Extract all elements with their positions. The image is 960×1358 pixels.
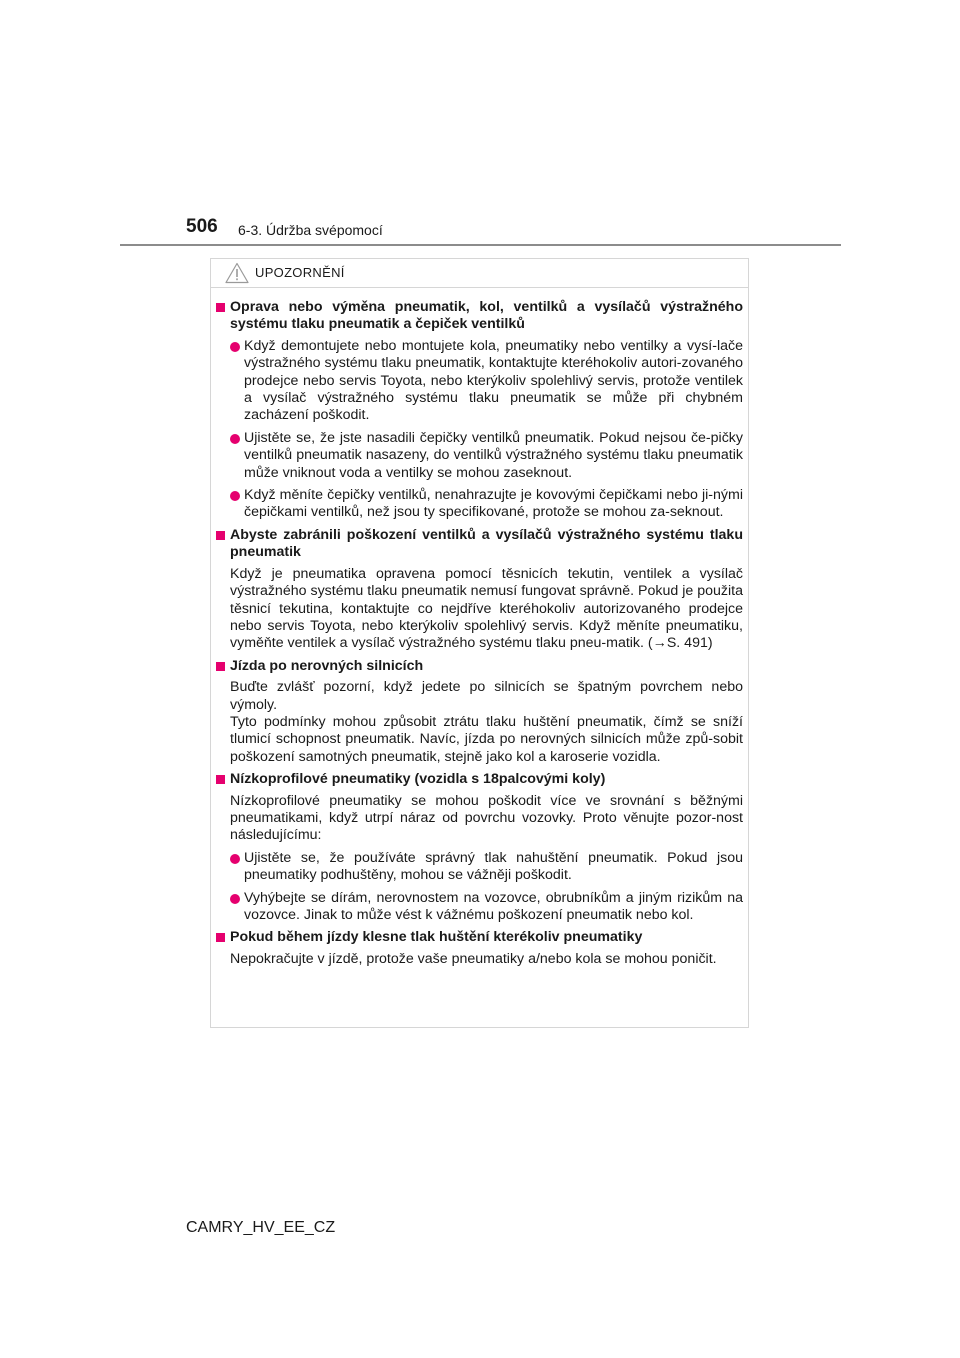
- footer-code: CAMRY_HV_EE_CZ: [186, 1219, 336, 1236]
- list-item-text: Ujistěte se, že používáte správný tlak nahuštění pneumatik. Pokud jsou pneumatiky podhuštěny, mohou se vážněji poškodit.: [244, 849, 743, 884]
- square-bullet-icon: [216, 933, 225, 942]
- heading-text: Jízda po nerovných silnicích: [230, 657, 424, 674]
- warning-triangle-icon: [225, 262, 249, 284]
- header-rule: [120, 244, 841, 246]
- warning-content: [215, 299, 743, 968]
- list-item: [215, 890, 743, 925]
- list-item: [215, 850, 743, 885]
- circle-bullet-icon: [230, 854, 240, 864]
- list-item-text: Vyhýbejte se dírám, nerovnostem na vozovce, obrubníkům a jiným rizikům na vozovce. Jinak to může vést k vážnému poškození pneumatik nebo kol.: [244, 889, 743, 923]
- circle-bullet-icon: [230, 894, 240, 904]
- list-item-text: Když demontujete nebo montujete kola, pneumatiky nebo ventilky a vysí-lače výstražného systému tlaku pneumatik, kontaktujte kteréhokoliv autori-zovaného prodejce nebo servis Toyota, nebo kterýkoliv spolehlivý servis, protože ventilek a vysílač výstražného systému tlaku pneumatik se může při chybném zacházení poškodit.: [244, 337, 743, 424]
- section-heading: [215, 658, 743, 675]
- warning-box: [210, 258, 749, 1028]
- square-bullet-icon: [216, 303, 225, 312]
- heading-text: Abyste zabránili poškození ventilků a vysílačů výstražného systému tlaku pneumatik: [230, 526, 743, 561]
- page-number: 506: [186, 216, 218, 237]
- section-heading: [215, 527, 743, 562]
- list-item: [215, 338, 743, 425]
- heading-text: Nízkoprofilové pneumatiky (vozidla s 18palcovými koly): [230, 771, 606, 788]
- section-title: 6-3. Údržba svépomocí: [238, 222, 383, 238]
- section-heading: [215, 771, 743, 788]
- warning-header: [211, 259, 748, 288]
- square-bullet-icon: [216, 531, 225, 540]
- square-bullet-icon: [216, 775, 225, 784]
- list-item: [215, 487, 743, 522]
- warning-title: UPOZORNĚNÍ: [255, 265, 345, 280]
- square-bullet-icon: [216, 662, 225, 671]
- paragraph: Buďte zvlášť pozorní, když jedete po silnicích se špatným povrchem nebo výmoly.: [230, 679, 743, 713]
- paragraph: Nepokračujte v jízdě, protože vaše pneumatiky a/nebo kola se mohou poničit.: [230, 950, 717, 967]
- circle-bullet-icon: [230, 434, 240, 444]
- list-item: [215, 430, 743, 482]
- circle-bullet-icon: [230, 491, 240, 501]
- section-heading: [215, 929, 743, 946]
- paragraph: Tyto podmínky mohou způsobit ztrátu tlaku huštění pneumatik, čímž se sníží tlumicí schopnost pneumatik. Navíc, jízda po nerovných silnicích může způ-sobit poškození samotných pneumatik, stejně jako kol a karoserie vozidla.: [230, 713, 743, 765]
- circle-bullet-icon: [230, 342, 240, 352]
- list-item-text: Když měníte čepičky ventilků, nenahrazujte je kovovými čepičkami nebo ji-nými čepičkami ventilků, než jsou ty specifikované, protože se mohou za-seknout.: [244, 487, 743, 521]
- heading-text: Oprava nebo výměna pneumatik, kol, ventilků a vysílačů výstražného systému tlaku pneumatik a čepiček ventilků: [230, 299, 743, 333]
- heading-text: Pokud během jízdy klesne tlak huštění kterékoliv pneumatiky: [230, 929, 643, 946]
- section-heading: [215, 299, 743, 334]
- list-item-text: Ujistěte se, že jste nasadili čepičky ventilků pneumatik. Pokud nejsou če-pičky ventilků pneumatik nasazeny, do ventilků výstražného systému tlaku pneumatik může vniknout voda a ventilky se mohou zaseknout.: [244, 429, 743, 481]
- paragraph: Když je pneumatika opravena pomocí těsnicích tekutin, ventilek a vysílač výstražného systému tlaku pneumatik nemusí fungovat správně. Pokud je použita těsnicí tekutina, kontaktujte co nejdříve kteréhokoliv autorizovaného prodejce nebo servis Toyota, nebo kterýkoliv spolehlivý servis. Když měníte pneumatiku, vyměňte ventilek a vysílač výstražného systému tlaku pneu-matik. (→S. 491): [230, 565, 743, 652]
- paragraph: Nízkoprofilové pneumatiky se mohou poškodit více ve srovnání s běžnými pneumatikami, když utrpí náraz od povrchu vozovky. Proto věnujte pozor-nost následujícímu:: [230, 792, 743, 844]
